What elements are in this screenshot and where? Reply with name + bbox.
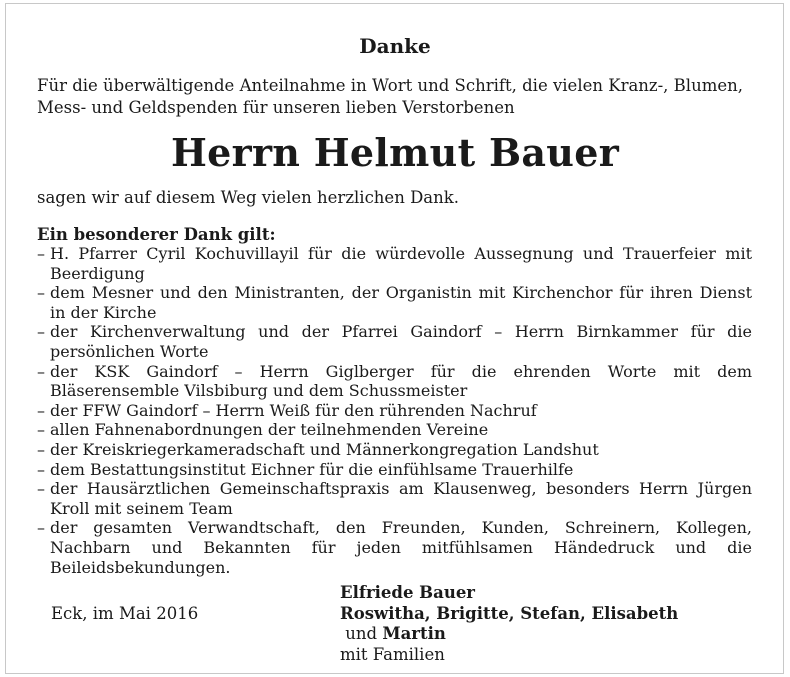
list-item <box>37 362 752 401</box>
dash-mark: – <box>37 518 45 538</box>
list-item-text: dem Mesner und den Ministranten, der Organistin mit Kirchenchor für ihren Dienst in der Kirche <box>50 283 752 322</box>
list-item <box>37 283 752 322</box>
list-item <box>37 322 752 361</box>
signature-names: Roswitha, Brigitte, Stefan, Elisabeth <box>340 603 679 623</box>
signature-line-2 <box>340 604 760 645</box>
dash-mark: – <box>37 479 45 499</box>
signature-block <box>340 583 760 665</box>
signature-last-name: Martin <box>382 624 446 643</box>
list-item-text: allen Fahnenabordnungen der teilnehmenden Vereine <box>50 420 489 440</box>
list-item <box>37 479 752 518</box>
list-item <box>37 401 752 421</box>
list-item-text: der Kreiskriegerkameradschaft und Männerkongregation Landshut <box>50 439 599 459</box>
list-item-text: der Kirchenverwaltung und der Pfarrei Gaindorf – Herrn Birnkammer für die persönlichen Worte <box>50 322 752 361</box>
list-item-text: der KSK Gaindorf – Herrn Giglberger für die ehrenden Worte mit dem Bläserensemble Vilsbiburg und dem Schussmeister <box>50 361 752 401</box>
place-date: Eck, im Mai 2016 <box>51 604 199 623</box>
list-item <box>37 518 752 577</box>
list-item <box>37 440 752 460</box>
dash-mark: – <box>37 459 45 479</box>
thanks-line: sagen wir auf diesem Weg vielen herzlichen Dank. <box>37 188 460 207</box>
dash-mark: – <box>37 361 45 381</box>
dash-mark: – <box>37 244 45 263</box>
signature-line-1: Elfriede Bauer <box>340 583 476 602</box>
dash-mark: – <box>37 283 45 303</box>
deceased-name: Herrn Helmut Bauer <box>170 130 620 175</box>
list-item-text: dem Bestattungsinstitut Eichner für die einfühlsame Trauerhilfe <box>50 459 574 479</box>
list-item <box>37 420 752 440</box>
special-thanks-list <box>37 244 752 577</box>
signature-line-3: mit Familien <box>340 644 445 664</box>
list-item-text: der Hausärztlichen Gemeinschaftspraxis am Klausenweg, besonders Herrn Jürgen Kroll mit seinem Team <box>50 479 752 518</box>
special-thanks-title: Ein besonderer Dank gilt: <box>37 225 276 244</box>
dash-mark: – <box>37 322 45 342</box>
list-item-text: der gesamten Verwandtschaft, den Freunden, Kunden, Schreinern, Kollegen, Nachbarn und Bekannten für jeden mitfühlsamen Händedruck und die Beileidsbekundungen. <box>50 518 752 577</box>
list-item-text: H. Pfarrer Cyril Kochuvillayil für die würdevolle Aussegnung und Trauerfeier mit Beerdigung <box>50 244 752 283</box>
dash-mark: – <box>37 439 45 459</box>
dash-mark: – <box>37 400 45 420</box>
list-item <box>37 244 752 283</box>
intro-text: Für die überwältigende Anteilnahme in Wort und Schrift, die vielen Kranz-, Blumen, Mess- und Geldspenden für unseren lieben Verstorbenen <box>37 76 743 117</box>
signature-and: und <box>340 624 383 643</box>
list-item <box>37 460 752 480</box>
notice-heading: Danke <box>359 34 431 58</box>
dash-mark: – <box>37 420 45 440</box>
list-item-text: der FFW Gaindorf – Herrn Weiß für den rührenden Nachruf <box>50 400 537 420</box>
